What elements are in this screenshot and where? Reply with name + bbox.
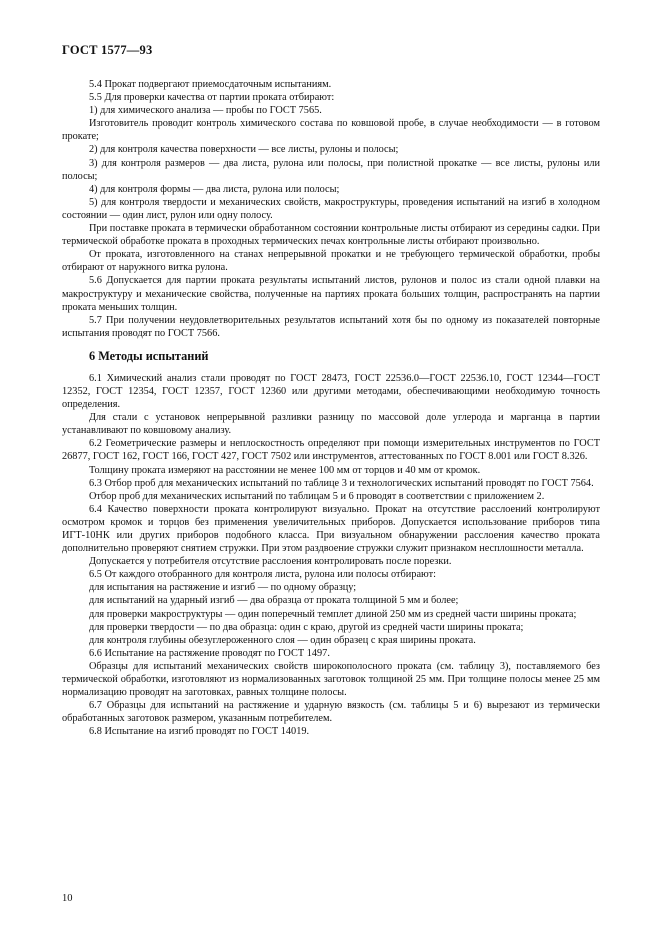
paragraph: От проката, изготовленного на станах непрерывной прокатки и не требующего термической обработки, пробы отбирают от наружного витка рулона.	[62, 249, 600, 274]
paragraph: 6.5 От каждого отобранного для контроля листа, рулона или полосы отбирают:	[89, 569, 436, 581]
paragraph: 6.6 Испытание на растяжение проводят по ГОСТ 1497.	[89, 647, 330, 659]
paragraph: 5.5 Для проверки качества от партии проката отбирают:	[89, 92, 335, 104]
paragraph: Для стали с установок непрерывной разливки разницу по массовой доле углерода и марганца в партии устанавливают по ковшовому анализу.	[62, 412, 600, 437]
paragraph: 6.2 Геометрические размеры и неплоскостность определяют при помощи измерительных инструментов по ГОСТ 26877, ГОСТ 162, ГОСТ 166, ГОСТ 427, ГОСТ 7502 или инструментов, аттестованных по ГОСТ 8.001 или ГОСТ 8.326.	[62, 438, 600, 463]
paragraph: 5.6 Допускается для партии проката результаты испытаний листов, рулонов и полос из стали одной плавки на макроструктуру и механические свойства, полученные на партиях проката больших толщин, распространять на партии проката меньших толщин.	[62, 275, 600, 313]
paragraph: для контроля глубины обезуглероженного слоя — один образец с края ширины проката.	[89, 634, 476, 646]
paragraph: 5) для контроля твердости и механических свойств, макроструктуры, проведения испытаний на изгиб в холодном состоянии — один лист, рулон или одну полосу.	[62, 196, 600, 221]
paragraph: для испытания на растяжение и изгиб — по одному образцу;	[89, 582, 357, 594]
paragraph: 6.1 Химический анализ стали проводят по ГОСТ 28473, ГОСТ 22536.0—ГОСТ 22536.10, ГОСТ 12344—ГОСТ 12352, ГОСТ 12354, ГОСТ 12357, ГОСТ 12360 или другими методами, обеспечивающими необходимую точность определения.	[62, 372, 600, 411]
paragraph: 4) для контроля формы — два листа, рулона или полосы;	[89, 183, 340, 195]
paragraph: 6.4 Качество поверхности проката контролируют визуально. Прокат на отсутствие расслоений контролируют осмотром кромок и торцов без применения увеличительных приборов. Допускается использование приборов типа ИГТ-10НК или других приборов подобного класса. При визуальном обнаружении расслоения качество проката дополнительно проверяют снятием стружки. При этом раздвоение стружки служит признаком несплошности металла.	[62, 503, 600, 555]
paragraph: для проверки макроструктуры — один поперечный темплет длиной 250 мм из средней части ширины проката;	[89, 608, 577, 620]
paragraph: 6.8 Испытание на изгиб проводят по ГОСТ 14019.	[89, 726, 310, 738]
paragraph: Допускается у потребителя отсутствие расслоения контролировать после порезки.	[89, 556, 452, 568]
page-number: 10	[62, 893, 73, 904]
paragraph: При поставке проката в термически обработанном состоянии контрольные листы отбирают из середины садки. При термической обработке проката в проходных термических печах контрольные листы отбирают произвольно.	[62, 223, 600, 248]
paragraph: 5.7 При получении неудовлетворительных результатов испытаний хотя бы по одному из показателей повторные испытания проводят по ГОСТ 7566.	[62, 314, 600, 339]
paragraph: Толщину проката измеряют на расстоянии не менее 100 мм от торцов и 40 мм от кромок.	[89, 464, 481, 476]
document-body	[62, 78, 600, 739]
paragraph: для испытаний на ударный изгиб — два образца от проката толщиной 5 мм и более;	[89, 595, 459, 607]
paragraph: Образцы для испытаний механических свойств широкополосного проката (см. таблицу 3), поставляемого без термической обработки, изготовляют из нормализованных заготовок толщиной 25 мм. При толщине полосы менее 25 мм нормализацию проводят на заготовках, равных толщине полосы.	[62, 660, 600, 699]
paragraph: для проверки твердости — по два образца: один с краю, другой из средней части ширины проката;	[89, 621, 524, 633]
paragraph: 6.7 Образцы для испытаний на растяжение и ударную вязкость (см. таблицы 5 и 6) вырезают из термически обработанных заготовок размером, указанным потребителем.	[62, 700, 600, 725]
paragraph: 5.4 Прокат подвергают приемосдаточным испытаниям.	[89, 79, 332, 90]
page-header-standard-number: ГОСТ 1577—93	[62, 43, 153, 57]
paragraph: Отбор проб для механических испытаний по таблицам 5 и 6 проводят в соответствии с приложением 2.	[89, 490, 545, 502]
paragraph: Изготовитель проводит контроль химического состава по ковшовой пробе, в случае необходимости — в готовом прокате;	[62, 118, 600, 143]
paragraph: 1) для химического анализа — пробы по ГОСТ 7565.	[89, 105, 322, 117]
section-heading-test-methods: 6 Методы испытаний	[89, 348, 209, 363]
paragraph: 2) для контроля качества поверхности — все листы, рулоны и полосы;	[89, 144, 399, 156]
paragraph: 3) для контроля размеров — два листа, рулона или полосы, при полистной прокатке — все листы, рулоны или полосы;	[62, 157, 600, 182]
paragraph: 6.3 Отбор проб для механических испытаний по таблице 3 и технологических испытаний проводят по ГОСТ 7564.	[89, 477, 594, 489]
